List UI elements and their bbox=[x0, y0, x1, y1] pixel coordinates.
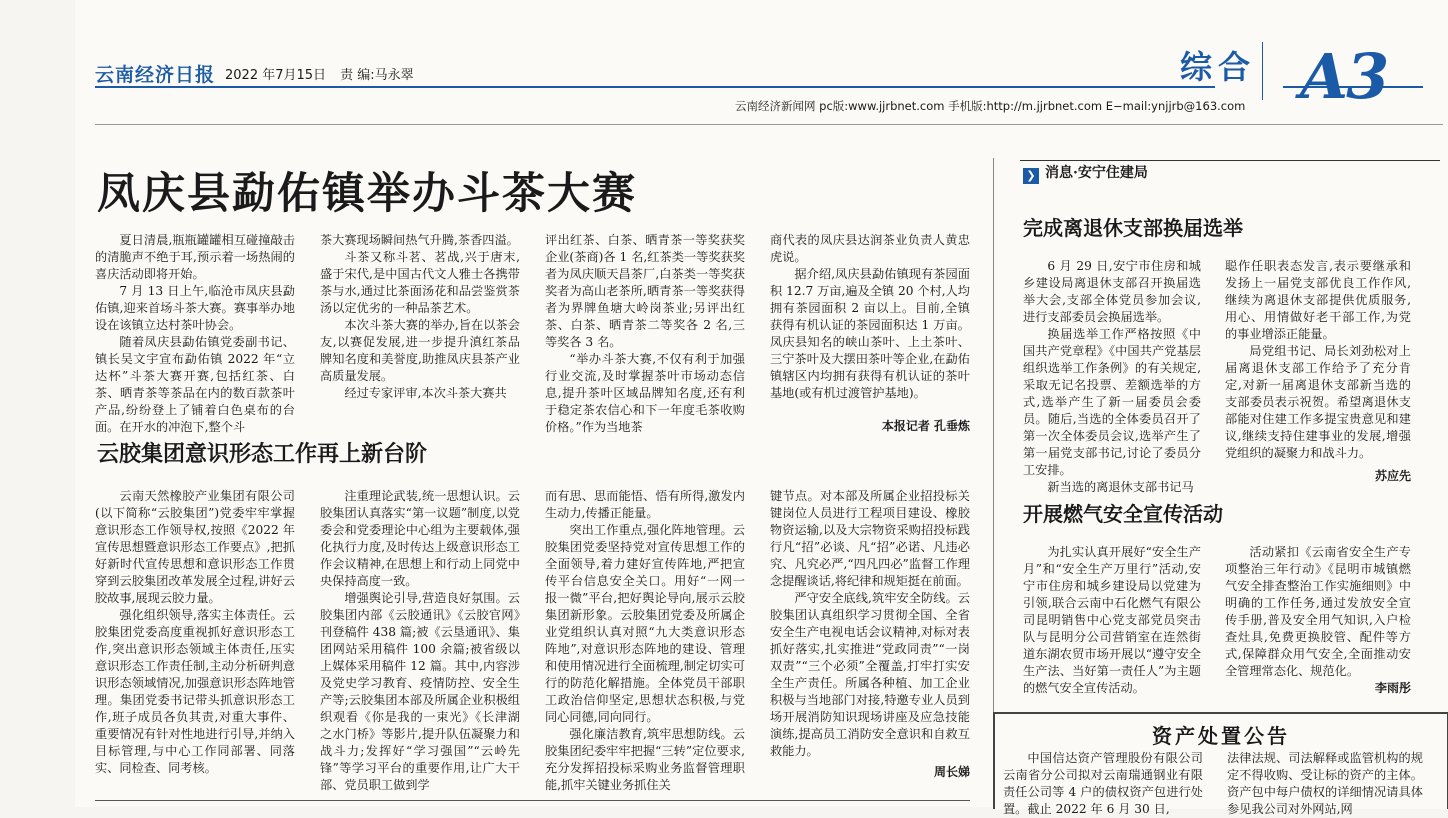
masthead-date-editor bbox=[225, 64, 414, 83]
section-tag-label: 消息·安宁住建局 bbox=[1045, 165, 1148, 181]
paper-name: 云南经济日报 bbox=[95, 64, 216, 86]
notice-col1 bbox=[1003, 750, 1203, 818]
paragraph: 换届选举工作严格按照《中国共产党章程》《中国共产党基层组织选举工作条例》的有关规定,采取无记名投票、差额选举的方式,选举产生了新一届委员会委员。随后,当选的全体委员召开了第一次全体委员会议,选举产生了第一届党支部书记,讨论了委员分工安排。 bbox=[1023, 327, 1201, 477]
web-links: 云南经济新闻网 pc版:www.jjrbnet.com 手机版:http://m.jjrbnet.com E−mail:ynjjrb@163.com bbox=[735, 99, 1246, 113]
paragraph: 中国信达资产管理股份有限公司云南省分公司拟对云南瑞通钢业有限责任公司等 4 户的债权资产包进行处置。截止 2022 年 6 月 30 日, bbox=[1003, 751, 1203, 816]
paragraph: 聪作任职表态发言,表示要继承和发扬上一届党支部优良工作作风,继续为离退休支部提供优质服务,用心、用情做好老干部工作,为党的事业增添正能量。 bbox=[1225, 259, 1411, 341]
header-bottom-rule bbox=[95, 124, 1443, 125]
article1-col2 bbox=[320, 232, 520, 402]
article1-col3 bbox=[545, 232, 745, 436]
paragraph: “举办斗茶大赛,不仅有利于加强行业交流,及时掌握茶叶市场动态信息,提升茶叶区域品牌知名度,还有利于稳定茶农信心和下一年度毛茶收购价格。”作为当地茶 bbox=[545, 352, 745, 434]
paragraph: 本次斗茶大赛的举办,旨在以茶会友,以赛促发展,进一步提升滇红茶品牌知名度和美誉度,助推凤庆县茶产业高质量发展。 bbox=[320, 318, 520, 383]
paragraph: 新当选的离退休支部书记马 bbox=[1047, 480, 1194, 494]
article3-byline: 苏应先 bbox=[1374, 469, 1411, 483]
paragraph: 局党组书记、局长刘劲松对上届离退休支部工作给予了充分肯定,对新一届离退休支部新当选的支部委员表示祝贺。希望离退休支部能对住建工作多提宝贵意见和建议,继续支持住建事业的发展,增强党组织的凝聚力和战斗力。 bbox=[1225, 344, 1411, 460]
article2-col2 bbox=[320, 488, 520, 794]
right-box-rule bbox=[1020, 160, 1440, 161]
notice-col2 bbox=[1227, 750, 1423, 818]
newspaper-page bbox=[75, 0, 1448, 816]
paragraph: 强化廉洁教育,筑牢思想防线。云胶集团纪委牢牢把握“三转”定位要求,充分发挥招投标采购业务监督管理职能,抓牢关键业务抓住关 bbox=[545, 727, 745, 792]
article4-col2 bbox=[1225, 544, 1411, 697]
paragraph: 据介绍,凤庆县勐佑镇现有茶园面积 12.7 万亩,遍及全镇 20 个村,人均拥有茶园面积 2 亩以上。目前,全镇获得有机认证的茶园面积达 1 万亩。凤庆县知名的峡山茶叶、上土茶叶、三宁茶叶及大摆田茶叶等企业,在勐佑镇辖区内均拥有获得有机认证的茶叶基地(或有机过渡管护基地)。 bbox=[770, 267, 970, 400]
paragraph: 夏日清晨,瓶瓶罐罐相互碰撞敲击的清脆声不绝于耳,预示着一场热闹的喜庆活动即将开始。 bbox=[95, 233, 295, 281]
paragraph: 评出红茶、白茶、晒青茶一等奖获奖企业(茶商)各 1 名,红茶类一等奖获奖者为凤庆顺天昌茶厂,白茶类一等奖获奖者为高山老茶所,晒青茶一等奖获得者为界牌鱼塘大岭岗茶业;另评出红茶、白茶、晒青茶二等奖各 2 名,三等奖各 3 名。 bbox=[545, 233, 745, 349]
article3-headline: 完成离退休支部换届选举 bbox=[1023, 216, 1243, 240]
article2-col3 bbox=[545, 488, 745, 794]
issue-date: 2022 年7月15日 bbox=[225, 68, 327, 83]
paragraph: 随着凤庆县勐佑镇党委副书记、镇长吴文宇宣布勐佑镇 2022 年“立达杯”斗茶大赛开赛,包括红茶、白茶、晒青茶等茶品在内的数百款茶叶产品,纷纷登上了铺着白色桌布的台面。在开水的冲泡下,整个斗 bbox=[95, 335, 295, 434]
paragraph: 经过专家评审,本次斗茶大赛共 bbox=[344, 386, 507, 400]
article3-col1 bbox=[1023, 258, 1201, 496]
bottom-rule bbox=[95, 800, 970, 801]
notice-title: 资产处置公告 bbox=[1152, 724, 1290, 748]
paragraph: 法律法规、司法解释或监管机构的规定不得收购、受让标的资产的主体。资产包中每户债权的详细情况请具体参见我公司对外网站,网 bbox=[1227, 751, 1423, 816]
article2-headline: 云胶集团意识形态工作再上新台阶 bbox=[97, 441, 428, 467]
article4-byline: 李雨彤 bbox=[1374, 681, 1411, 695]
paragraph: 6 月 29 日,安宁市住房和城乡建设局离退休支部召开换届选举大会,支部全体党员参加会议,进行支部委员会换届选举。 bbox=[1023, 259, 1201, 324]
paragraph: 增强舆论引导,营造良好氛围。云胶集团内部《云胶通讯》《云胶官网》刊登稿件 438 篇;被《云垦通讯》、集团网站采用稿件 100 余篇;被省级以上媒体采用稿件 12 篇。其中,内容涉及党史学习教育、疫情防控、安全生产等;云胶集团本部及所属企业积极组织观看《你是我的一束光》《长津湖之水门桥》等影片,提升队伍凝聚力和战斗力;发挥好“学习强国”“云岭先锋”等学习平台的重要作用,让广大干部、党员职工做到学 bbox=[320, 591, 520, 792]
article1-col4 bbox=[770, 232, 970, 435]
paragraph: 7 月 13 日上午,临沧市凤庆县勐佑镇,迎来首场斗茶大赛。赛事举办地设在该镇立达村茶叶协会。 bbox=[95, 284, 295, 332]
paragraph: 强化组织领导,落实主体责任。云胶集团党委高度重视抓好意识形态工作,突出意识形态领域主体责任,压实意识形态工作责任制,主动分析研判意识形态领域情况,加强意识形态阵地管理。集团党委书记带头抓意识形态工作,班子成员各负其责,对重大事件、重要情况有针对性地进行引导,并纳入目标管理,与中心工作同部署、同落实、同检查、同考核。 bbox=[95, 608, 295, 775]
article4-headline: 开展燃气安全宣传活动 bbox=[1023, 502, 1223, 526]
header-rule bbox=[95, 86, 1215, 88]
article3-col2 bbox=[1225, 258, 1411, 485]
paragraph: 茶大赛现场瞬间热气升腾,茶香四溢。 bbox=[320, 233, 519, 247]
paragraph: 键节点。对本部及所属企业招投标关键岗位人员进行工程项目建设、橡胶物资运输,以及大宗物资采购招投标践行凡“招”必谈、凡“招”必诺、凡违必究、凡究必严,“四凡四必”监督工作理念提醒谈话,将纪律和规矩挺在前面。 bbox=[770, 489, 970, 588]
paragraph: 云南天然橡胶产业集团有限公司(以下简称“云胶集团”)党委牢牢掌握意识形态工作领导权,按照《2022 年宣传思想暨意识形态工作要点》,把抓好新时代宣传思想和意识形态工作贯穿到云胶集团改革发展全过程,讲好云胶故事,展现云胶力量。 bbox=[95, 489, 295, 605]
paragraph: 严守安全底线,筑牢安全防线。云胶集团认真组织学习贯彻全国、全省安全生产电视电话会议精神,对标对表抓好落实,扎实推进“党政同责”“一岗双责”“三个必须”全覆盖,打牢打实安全生产责任。所属各种植、加工企业积极与当地部门对接,特邀专业人员到场开展消防知识现场讲座及应急技能演练,提高员工消防安全意识和自救互救能力。 bbox=[770, 591, 970, 758]
paragraph: 活动紧扣《云南省安全生产专项整治三年行动》《昆明市城镇燃气安全排查整治工作实施细则》中明确的工作任务,通过发放安全宣传手册,普及安全用气知识,入户检查灶具,免费更换胶管、配件等方式,保障群众用气安全,全面推动安全管理常态化、规范化。 bbox=[1225, 545, 1411, 678]
paragraph: 而有思、思而能悟、悟有所得,激发内生动力,传播正能量。 bbox=[545, 489, 745, 520]
section-divider bbox=[1262, 42, 1263, 100]
column-divider bbox=[993, 158, 994, 798]
article2-byline: 周长娣 bbox=[933, 765, 970, 779]
editor: 责 编:马永翠 bbox=[340, 68, 414, 83]
article4-col1 bbox=[1023, 544, 1201, 697]
paragraph: 商代表的凤庆县达润茶业负责人黄忠虎说。 bbox=[770, 233, 970, 264]
section-tag bbox=[1023, 162, 1148, 184]
page-number: A3 bbox=[1300, 40, 1388, 113]
asset-disposal-notice bbox=[993, 712, 1448, 816]
paragraph: 突出工作重点,强化阵地管理。云胶集团党委坚持党对宣传思想工作的全面领导,着力建好宣传阵地,严把宣传平台信息安全关口。用好“一网一报一微”平台,把好舆论导向,展示云胶集团新形象。云胶集团党委及所属企业党组织认真对照“九大类意识形态阵地”,对意识形态阵地的建设、管理和使用情况进行全面梳理,制定切实可行的防范化解措施。全体党员干部职工政治信仰坚定,思想状态积极,与党同心同德,同向同行。 bbox=[545, 523, 745, 724]
chevron-right-icon: ❯ bbox=[1023, 168, 1039, 184]
article2-col1 bbox=[95, 488, 295, 777]
section-title: 综合 bbox=[1180, 48, 1257, 86]
article1-byline: 本报记者 孔垂炼 bbox=[881, 419, 970, 433]
paragraph: 斗茶又称斗茗、茗战,兴于唐末,盛于宋代,是中国古代文人雅士各携带茶与水,通过比茶面汤花和品尝鉴赏茶汤以定优劣的一种品茶艺术。 bbox=[320, 250, 520, 315]
article2-col4 bbox=[770, 488, 970, 781]
paragraph: 为扎实认真开展好“安全生产月”和“安全生产万里行”活动,安宁市住房和城乡建设局以党建为引领,联合云南中石化燃气有限公司昆明销售中心党支部党员突击队与昆明分公司营销室在连然街道东湖农贸市场开展以“遵守安全生产法、当好第一责任人”为主题的燃气安全宣传活动。 bbox=[1023, 545, 1201, 695]
article1-headline: 凤庆县勐佑镇举办斗茶大赛 bbox=[97, 169, 637, 219]
paragraph: 注重理论武装,统一思想认识。云胶集团认真落实“第一议题”制度,以党委会和党委理论中心组为主要载体,强化执行力度,及时传达上级意识形态工作会议精神,在思想上和行动上同党中央保持高度一致。 bbox=[320, 489, 520, 588]
article1-col1 bbox=[95, 232, 295, 436]
